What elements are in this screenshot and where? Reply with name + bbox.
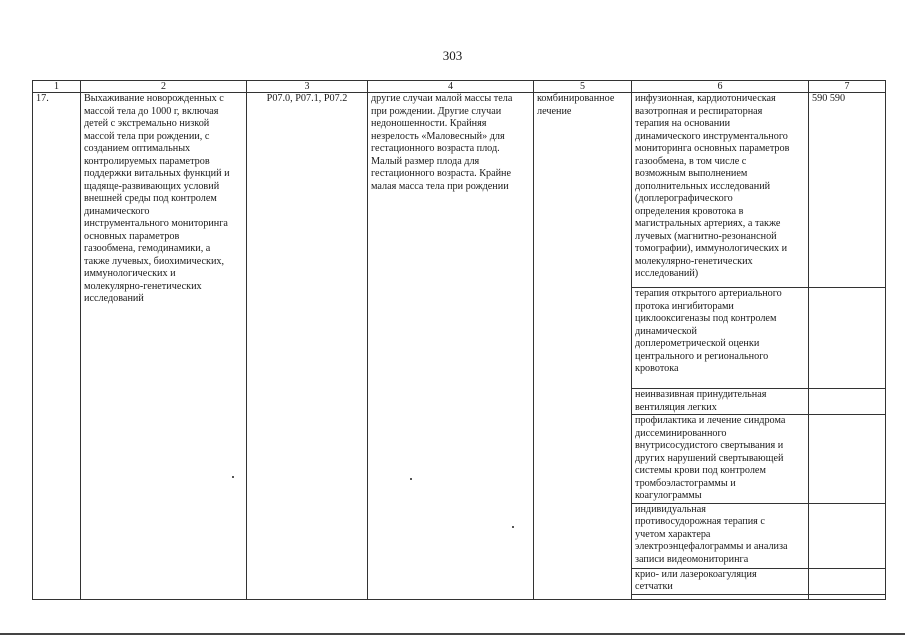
row-number: 17. [33,93,81,600]
page-bottom-edge [0,633,905,635]
medical-care-table [32,80,886,600]
empty-cost-cell [809,288,886,389]
scan-speck [410,478,412,480]
treatment-method: терапия открытого артериального протока ингибиторами циклооксигеназы под контролем динамической доплерометрической оценки центрального и регионального кровотока [632,288,809,389]
empty-cost-cell [809,503,886,568]
treatment-method: профилактика и лечение синдрома диссеминированного внутрисосудистого свертывания и других нарушений свертывающей системы крови под контролем тромбоэластограммы и коагулограммы [632,415,809,504]
empty-cost-cell [809,594,886,599]
treatment-method: неинвазивная принудительная вентиляция легких [632,389,809,415]
diagnosis-codes: P07.0, P07.1, P07.2 [247,93,368,600]
scan-speck [512,526,514,528]
treatment-method: инфузионная, кардиотоническая вазотропная и респираторная терапия на основании динамического инструментального мониторинга основных параметров газообмена, в том числе с возможным выполнением дополнительных исследований (доплерографического определения кровотока в магистральных артериях, а также лучевых (магнитно-резонансной томографии), иммунологических и молекулярно-генетических исследований) [632,93,809,288]
column-number-6: 6 [632,81,809,93]
column-number-3: 3 [247,81,368,93]
column-number-5: 5 [534,81,632,93]
empty-cost-cell [809,415,886,504]
treatment-type: комбинированное лечение [534,93,632,600]
empty-method-cell [632,594,809,599]
column-number-2: 2 [81,81,247,93]
cost-amount: 590 590 [809,93,886,288]
column-number-row [33,81,886,93]
column-number-1: 1 [33,81,81,93]
scan-speck [232,476,234,478]
care-description: Выхаживание новорожденных с массой тела до 1000 г, включая детей с экстремально низкой массой тела при рождении, с созданием оптимальных контролируемых параметров поддержки витальных функций и щадяще-развивающих условий внешней среды под контролем динамического инструментального мониторинга основных параметров газообмена, гемодинамики, а также лучевых, биохимических, иммунологических и молекулярно-генетических исследований [81,93,247,600]
column-number-7: 7 [809,81,886,93]
page-number: 303 [442,48,463,63]
treatment-method: индивидуальная противосудорожная терапия с учетом характера электроэнцефалограммы и анализа записи видеомониторинга [632,503,809,568]
table-row [33,93,886,288]
empty-cost-cell [809,568,886,594]
column-number-4: 4 [368,81,534,93]
diagnosis-text: другие случаи малой массы тела при рождении. Другие случаи недоношенности. Крайняя незрелость «Маловесный» для гестационного возраста плод. Малый размер плода для гестационного возраста. Крайне малая масса тела при рождении [368,93,534,600]
empty-cost-cell [809,389,886,415]
treatment-method: крио- или лазерокоагуляция сетчатки [632,568,809,594]
